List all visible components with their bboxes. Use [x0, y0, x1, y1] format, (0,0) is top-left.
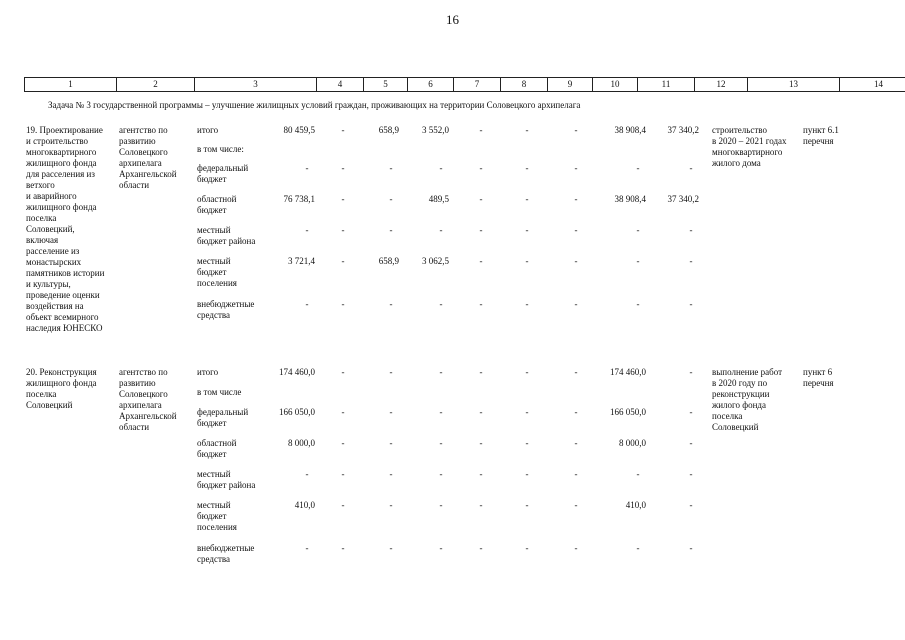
- text-line: внебюджетные: [197, 543, 255, 553]
- text-line: области: [119, 422, 150, 432]
- empty-value: -: [479, 125, 483, 135]
- text-line: Соловецкого: [119, 389, 168, 399]
- text-line: федеральный: [197, 163, 249, 173]
- funding-source-label: [197, 163, 267, 185]
- text-line: объект всемирного: [26, 312, 99, 322]
- empty-value: -: [341, 543, 345, 553]
- text-line: Соловецкого: [119, 147, 168, 157]
- empty-value: -: [574, 194, 578, 204]
- empty-value: -: [479, 256, 483, 266]
- amount-value: 76 738,1: [283, 194, 315, 204]
- empty-value: -: [439, 407, 443, 417]
- text-line: федеральный: [197, 407, 249, 417]
- empty-value: -: [439, 543, 443, 553]
- empty-value: -: [525, 438, 529, 448]
- empty-value: -: [689, 438, 693, 448]
- funding-source-label: [197, 500, 267, 533]
- amount-value: 37 340,2: [667, 125, 699, 135]
- funding-source-label: [197, 256, 267, 289]
- column-number: 4: [317, 78, 364, 92]
- text-line: памятников истории: [26, 268, 105, 278]
- amount-value: 410,0: [294, 500, 315, 510]
- amount-value: 3 721,4: [288, 256, 315, 266]
- empty-value: -: [341, 299, 345, 309]
- empty-value: -: [341, 225, 345, 235]
- text-line: жилого дома: [712, 158, 761, 168]
- empty-value: -: [574, 543, 578, 553]
- text-line: бюджет: [197, 449, 227, 459]
- empty-value: -: [479, 367, 483, 377]
- amount-value: 8 000,0: [619, 438, 646, 448]
- amount-value: 410,0: [625, 500, 646, 510]
- empty-value: -: [525, 407, 529, 417]
- empty-value: -: [341, 407, 345, 417]
- empty-value: -: [636, 163, 640, 173]
- amount-value: 174 460,0: [279, 367, 315, 377]
- empty-value: -: [636, 225, 640, 235]
- text-line: внебюджетные: [197, 299, 255, 309]
- text-line: бюджет: [197, 511, 227, 521]
- empty-value: -: [636, 543, 640, 553]
- empty-value: -: [525, 299, 529, 309]
- text-line: бюджет района: [197, 236, 256, 246]
- text-line: агентство по: [119, 125, 168, 135]
- empty-value: -: [525, 125, 529, 135]
- text-line: пункт 6.1: [803, 125, 839, 135]
- empty-value: -: [689, 407, 693, 417]
- text-line: включая: [26, 235, 59, 245]
- empty-value: -: [574, 367, 578, 377]
- text-line: средства: [197, 554, 231, 564]
- text-line: расселение из: [26, 246, 80, 256]
- empty-value: -: [341, 500, 345, 510]
- funding-source-label: [197, 367, 267, 378]
- empty-value: -: [525, 469, 529, 479]
- text-line: многоквартирного: [26, 147, 97, 157]
- column-number: 9: [548, 78, 593, 92]
- empty-value: -: [574, 469, 578, 479]
- column-number: 2: [117, 78, 195, 92]
- page-number: 16: [446, 12, 459, 27]
- empty-value: -: [525, 194, 529, 204]
- text-line: области: [119, 180, 150, 190]
- empty-value: -: [689, 500, 693, 510]
- text-line: развитию: [119, 136, 156, 146]
- funding-source-label: [197, 144, 267, 155]
- empty-value: -: [341, 256, 345, 266]
- empty-value: -: [479, 225, 483, 235]
- empty-value: -: [525, 367, 529, 377]
- empty-value: -: [689, 469, 693, 479]
- list-reference: [803, 125, 863, 147]
- column-number: 7: [454, 78, 501, 92]
- text-line: многоквартирного: [712, 147, 783, 157]
- text-line: бюджет: [197, 267, 227, 277]
- empty-value: -: [636, 469, 640, 479]
- text-line: поселения: [197, 278, 237, 288]
- text-line: архипелага: [119, 158, 162, 168]
- text-line: бюджет: [197, 205, 227, 215]
- empty-value: -: [636, 256, 640, 266]
- activity-name: [26, 125, 114, 334]
- task-title: Задача № 3 государственной программы – улучшение жилищных условий граждан, проживающих на территории Соловецкого архипелага: [48, 100, 581, 110]
- amount-value: 37 340,2: [667, 194, 699, 204]
- text-line: проведение оценки: [26, 290, 100, 300]
- empty-value: -: [389, 299, 393, 309]
- text-line: местный: [197, 256, 231, 266]
- empty-value: -: [574, 163, 578, 173]
- text-line: и культуры,: [26, 279, 71, 289]
- text-line: итого: [197, 367, 219, 377]
- empty-value: -: [389, 225, 393, 235]
- empty-value: -: [341, 163, 345, 173]
- text-line: 19. Проектирование: [26, 125, 103, 135]
- column-number: 8: [501, 78, 548, 92]
- amount-value: 658,9: [378, 256, 399, 266]
- amount-value: 489,5: [428, 194, 449, 204]
- empty-value: -: [305, 543, 309, 553]
- text-line: реконструкции: [712, 389, 770, 399]
- empty-value: -: [479, 163, 483, 173]
- empty-value: -: [305, 225, 309, 235]
- empty-value: -: [389, 500, 393, 510]
- empty-value: -: [439, 225, 443, 235]
- text-line: Архангельской: [119, 411, 177, 421]
- expected-result: [712, 367, 800, 433]
- text-line: итого: [197, 125, 219, 135]
- column-number: 5: [364, 78, 408, 92]
- empty-value: -: [525, 500, 529, 510]
- text-line: в 2020 – 2021 годах: [712, 136, 787, 146]
- empty-value: -: [341, 469, 345, 479]
- empty-value: -: [479, 407, 483, 417]
- empty-value: -: [689, 543, 693, 553]
- empty-value: -: [341, 438, 345, 448]
- empty-value: -: [574, 500, 578, 510]
- text-line: жилого фонда: [712, 400, 766, 410]
- empty-value: -: [389, 543, 393, 553]
- column-number: 14: [840, 78, 905, 92]
- empty-value: -: [341, 125, 345, 135]
- empty-value: -: [689, 163, 693, 173]
- funding-source-label: [197, 543, 267, 565]
- text-line: поселка: [26, 389, 57, 399]
- empty-value: -: [636, 299, 640, 309]
- text-line: местный: [197, 500, 231, 510]
- empty-value: -: [689, 256, 693, 266]
- empty-value: -: [525, 163, 529, 173]
- text-line: Соловецкий,: [26, 224, 75, 234]
- amount-value: 8 000,0: [288, 438, 315, 448]
- empty-value: -: [525, 225, 529, 235]
- funding-source-label: [197, 194, 267, 216]
- empty-value: -: [439, 163, 443, 173]
- text-line: поселка: [26, 213, 57, 223]
- text-line: Архангельской: [119, 169, 177, 179]
- funding-source-label: [197, 299, 267, 321]
- empty-value: -: [574, 407, 578, 417]
- text-line: Соловецкий: [712, 422, 759, 432]
- text-line: и аварийного: [26, 191, 77, 201]
- empty-value: -: [389, 367, 393, 377]
- text-line: бюджет: [197, 174, 227, 184]
- empty-value: -: [525, 256, 529, 266]
- empty-value: -: [574, 225, 578, 235]
- column-number: 1: [25, 78, 117, 92]
- text-line: поселка: [712, 411, 743, 421]
- text-line: местный: [197, 225, 231, 235]
- text-line: перечня: [803, 136, 834, 146]
- text-line: жилищного фонда: [26, 378, 97, 388]
- text-line: областной: [197, 194, 237, 204]
- empty-value: -: [479, 543, 483, 553]
- amount-value: 166 050,0: [279, 407, 315, 417]
- activity-name: [26, 367, 114, 411]
- text-line: ветхого: [26, 180, 55, 190]
- text-line: развитию: [119, 378, 156, 388]
- column-header-table: [24, 77, 905, 92]
- empty-value: -: [305, 469, 309, 479]
- funding-source-label: [197, 387, 267, 398]
- text-line: архипелага: [119, 400, 162, 410]
- funding-source-label: [197, 407, 267, 429]
- empty-value: -: [389, 194, 393, 204]
- empty-value: -: [689, 225, 693, 235]
- amount-value: 658,9: [378, 125, 399, 135]
- text-line: поселения: [197, 522, 237, 532]
- empty-value: -: [479, 469, 483, 479]
- funding-source-label: [197, 438, 267, 460]
- text-line: бюджет района: [197, 480, 256, 490]
- empty-value: -: [389, 438, 393, 448]
- empty-value: -: [305, 163, 309, 173]
- text-line: областной: [197, 438, 237, 448]
- empty-value: -: [439, 438, 443, 448]
- empty-value: -: [479, 194, 483, 204]
- amount-value: 3 552,0: [422, 125, 449, 135]
- text-line: выполнение работ: [712, 367, 783, 377]
- text-line: строительство: [712, 125, 767, 135]
- empty-value: -: [479, 299, 483, 309]
- column-number: 11: [638, 78, 695, 92]
- empty-value: -: [439, 299, 443, 309]
- amount-value: 174 460,0: [610, 367, 646, 377]
- text-line: бюджет: [197, 418, 227, 428]
- text-line: жилищного фонда: [26, 202, 97, 212]
- amount-value: 166 050,0: [610, 407, 646, 417]
- column-number: 3: [195, 78, 317, 92]
- text-line: средства: [197, 310, 231, 320]
- amount-value: 3 062,5: [422, 256, 449, 266]
- empty-value: -: [341, 367, 345, 377]
- empty-value: -: [525, 543, 529, 553]
- empty-value: -: [439, 500, 443, 510]
- text-line: местный: [197, 469, 231, 479]
- text-line: в 2020 году по: [712, 378, 768, 388]
- text-line: монастырских: [26, 257, 82, 267]
- empty-value: -: [479, 500, 483, 510]
- funding-source-label: [197, 225, 267, 247]
- executor: [119, 367, 191, 433]
- text-line: Соловецкий: [26, 400, 73, 410]
- empty-value: -: [689, 367, 693, 377]
- amount-value: 38 908,4: [614, 125, 646, 135]
- empty-value: -: [389, 163, 393, 173]
- empty-value: -: [574, 438, 578, 448]
- empty-value: -: [305, 299, 309, 309]
- empty-value: -: [479, 438, 483, 448]
- empty-value: -: [574, 256, 578, 266]
- text-line: воздействия на: [26, 301, 84, 311]
- text-line: в том числе:: [197, 144, 244, 154]
- amount-value: 80 459,5: [283, 125, 315, 135]
- column-number: 10: [593, 78, 638, 92]
- text-line: пункт 6: [803, 367, 833, 377]
- funding-source-label: [197, 469, 267, 491]
- amount-value: 38 908,4: [614, 194, 646, 204]
- empty-value: -: [574, 299, 578, 309]
- empty-value: -: [689, 299, 693, 309]
- empty-value: -: [389, 469, 393, 479]
- column-number: 13: [748, 78, 840, 92]
- text-line: наследия ЮНЕСКО: [26, 323, 103, 333]
- text-line: и строительство: [26, 136, 89, 146]
- text-line: жилищного фонда: [26, 158, 97, 168]
- list-reference: [803, 367, 863, 389]
- empty-value: -: [389, 407, 393, 417]
- text-line: 20. Реконструкция: [26, 367, 97, 377]
- funding-source-label: [197, 125, 267, 136]
- text-line: перечня: [803, 378, 834, 388]
- column-number: 12: [695, 78, 748, 92]
- column-number: 6: [408, 78, 454, 92]
- text-line: агентство по: [119, 367, 168, 377]
- empty-value: -: [574, 125, 578, 135]
- empty-value: -: [439, 469, 443, 479]
- empty-value: -: [439, 367, 443, 377]
- expected-result: [712, 125, 800, 169]
- empty-value: -: [341, 194, 345, 204]
- executor: [119, 125, 191, 191]
- text-line: в том числе: [197, 387, 242, 397]
- text-line: для расселения из: [26, 169, 95, 179]
